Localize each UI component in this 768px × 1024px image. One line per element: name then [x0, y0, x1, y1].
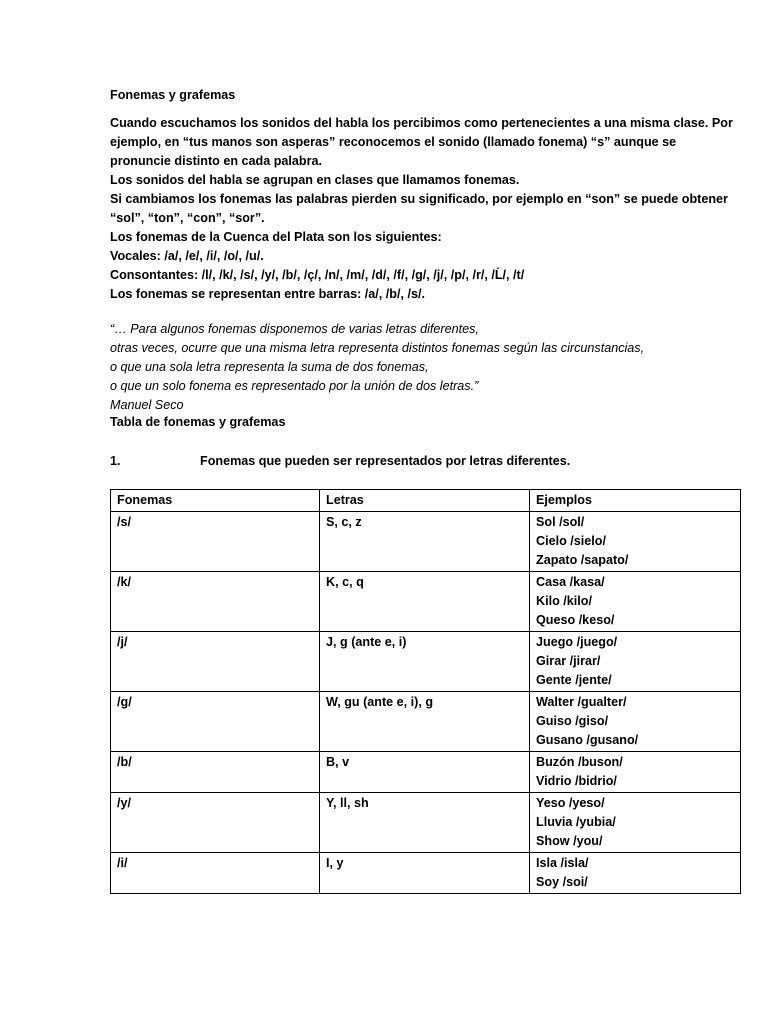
- cell-letras: I, y: [320, 853, 530, 894]
- cell-fonema: /j/: [111, 632, 320, 692]
- cell-fonema: /y/: [111, 793, 320, 853]
- list-text: Fonemas que pueden ser representados por letras diferentes.: [200, 454, 571, 468]
- document-title: Fonemas y grafemas: [110, 88, 236, 102]
- ejemplo-item: Walter /gualter/: [536, 695, 627, 709]
- ejemplo-item: Guiso /giso/: [536, 714, 609, 728]
- cell-ejemplos: [530, 572, 741, 632]
- ejemplo-item: Show /you/: [536, 834, 603, 848]
- ejemplo-item: Gente /jente/: [536, 673, 612, 687]
- paragraph-intro: Cuando escuchamos los sonidos del habla los percibimos como pertenecientes a una misma clase. Por ejemplo, en “tus manos son asperas” reconocemos el sonido (llamado fonema) “s” aunque se pronuncie distinto en cada palabra.: [110, 116, 733, 168]
- quote-block: [110, 320, 740, 415]
- cell-fonema: /b/: [111, 752, 320, 793]
- quote-line: o que una sola letra representa la suma de dos fonemas,: [110, 360, 429, 374]
- ejemplo-item: Kilo /kilo/: [536, 594, 592, 608]
- table-row: [111, 793, 741, 853]
- ejemplo-item: Vidrio /bidrio/: [536, 774, 617, 788]
- paragraph-clases: Los sonidos del habla se agrupan en clases que llamamos fonemas.: [110, 173, 520, 187]
- paragraph-cambio: Si cambiamos los fonemas las palabras pierden su significado, por ejemplo en “son” se puede obtener “sol”, “ton”, “con”, “sor”.: [110, 192, 728, 225]
- ejemplo-item: Juego /juego/: [536, 635, 618, 649]
- ejemplo-item: Isla /isla/: [536, 856, 589, 870]
- table-row: [111, 752, 741, 793]
- quote-line: otras veces, ocurre que una misma letra representa distintos fonemas según las circunstancias,: [110, 341, 645, 355]
- ejemplo-item: Cielo /sielo/: [536, 534, 606, 548]
- table-header-row: [111, 490, 741, 512]
- quote-line: o que un solo fonema es representado por la unión de dos letras.”: [110, 379, 479, 393]
- ejemplo-item: Sol /sol/: [536, 515, 585, 529]
- table-title: Tabla de fonemas y grafemas: [110, 415, 286, 429]
- cell-ejemplos: [530, 632, 741, 692]
- cell-ejemplos: [530, 853, 741, 894]
- cell-ejemplos: [530, 793, 741, 853]
- cell-letras: S, c, z: [320, 512, 530, 572]
- cell-fonema: /s/: [111, 512, 320, 572]
- paragraph-barras: Los fonemas se representan entre barras: /a/, /b/, /s/.: [110, 287, 425, 301]
- header-fonemas: Fonemas: [111, 490, 320, 512]
- paragraph-cuenca: Los fonemas de la Cuenca del Plata son los siguientes:: [110, 230, 442, 244]
- table-row: [111, 512, 741, 572]
- cell-ejemplos: [530, 692, 741, 752]
- table-row: [111, 853, 741, 894]
- cell-letras: K, c, q: [320, 572, 530, 632]
- header-ejemplos: Ejemplos: [530, 490, 741, 512]
- ejemplo-item: Yeso /yeso/: [536, 796, 605, 810]
- table-row: [111, 632, 741, 692]
- cell-letras: W, gu (ante e, i), g: [320, 692, 530, 752]
- paragraph-vocales: Vocales: /a/, /e/, /i/, /o/, /u/.: [110, 249, 264, 263]
- paragraph-consonantes: Consontantes: /l/, /k/, /s/, /y/, /b/, /ç/, /n/, /m/, /d/, /f/, /g/, /j/, /p/, /r/, /Ĺ/, /t/: [110, 268, 525, 282]
- cell-fonema: /i/: [111, 853, 320, 894]
- quote-author: Manuel Seco: [110, 398, 184, 412]
- quote-line: “… Para algunos fonemas disponemos de varias letras diferentes,: [110, 322, 479, 336]
- ejemplo-item: Queso /keso/: [536, 613, 615, 627]
- ejemplo-item: Lluvia /yubia/: [536, 815, 616, 829]
- intro-text: [110, 114, 740, 304]
- ejemplo-item: Buzón /buson/: [536, 755, 623, 769]
- table-row: [111, 572, 741, 632]
- cell-letras: J, g (ante e, i): [320, 632, 530, 692]
- cell-letras: Y, ll, sh: [320, 793, 530, 853]
- ejemplo-item: Zapato /sapato/: [536, 553, 629, 567]
- cell-fonema: /k/: [111, 572, 320, 632]
- table-body: [111, 512, 741, 894]
- ejemplo-item: Soy /soi/: [536, 875, 588, 889]
- table-row: [111, 692, 741, 752]
- ejemplo-item: Gusano /gusano/: [536, 733, 639, 747]
- header-letras: Letras: [320, 490, 530, 512]
- cell-ejemplos: [530, 512, 741, 572]
- cell-letras: B, v: [320, 752, 530, 793]
- list-number: 1.: [110, 454, 121, 468]
- ejemplo-item: Casa /kasa/: [536, 575, 605, 589]
- fonemas-table: [110, 489, 741, 894]
- ejemplo-item: Girar /jirar/: [536, 654, 601, 668]
- cell-fonema: /g/: [111, 692, 320, 752]
- cell-ejemplos: [530, 752, 741, 793]
